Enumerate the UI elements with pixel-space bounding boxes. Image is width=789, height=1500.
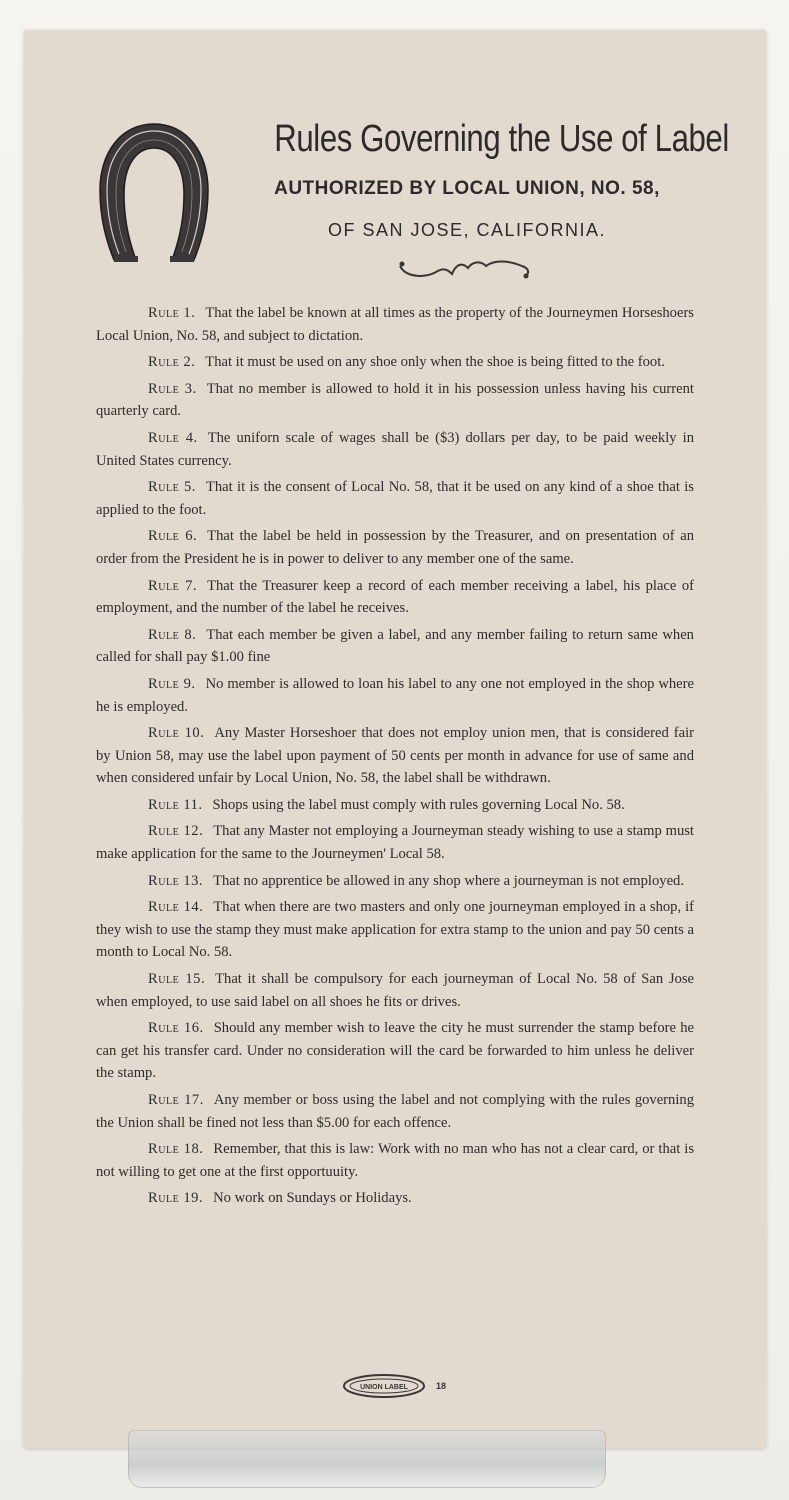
rule-text: Should any member wish to leave the city he must surrender the stamp before he can get his transfer card. Under no consideration will the card be forwarded to him unless he deliver the stamp. (96, 1020, 694, 1082)
rule-label: Rule 15. (148, 971, 206, 988)
rule-text: That no member is allowed to hold it in his possession unless having his current quarterly card. (96, 380, 694, 420)
rule-label: Rule 11. (148, 796, 203, 813)
rule-label: Rule 10. (148, 725, 205, 742)
rule-label: Rule 9. (148, 675, 196, 692)
rule-label: Rule 19. (148, 1190, 204, 1207)
rule-item (96, 1138, 694, 1183)
rule-text: That it shall be compulsory for each journeyman of Local No. 58 of San Jose when employed, to use said label on all shoes he fits or drives. (96, 971, 694, 1010)
rule-label: Rule 16. (148, 1020, 204, 1037)
rule-text: Any member or boss using the label and not complying with the rules governing the Union shall be fined not less than $5.00 for each offence. (96, 1092, 694, 1131)
rule-text: That the Treasurer keep a record of each member receiving a label, his place of employment, and the number of the label he receives. (96, 577, 694, 617)
rule-label: Rule 7. (148, 577, 198, 594)
rule-text: That the label be held in possession by the Treasurer, and on presentation of an order from the President he is in power to deliver to any member one of the same. (96, 528, 694, 567)
display-stand (128, 1430, 606, 1488)
horseshoe-icon (92, 118, 216, 268)
rule-item (96, 870, 694, 893)
rule-item (96, 476, 694, 521)
rule-text: The uniforn scale of wages shall be ($3) dollars per day, to be paid weekly in United States currency. (96, 429, 694, 469)
union-label-seal (338, 1372, 458, 1400)
rule-text: Any Master Horseshoer that does not employ union men, that is considered fair by Union 58, may use the label upon payment of 50 cents per month in advance for use of same and when considered unfair by Local Union, No. 58, the label shall be withdrawn. (96, 725, 694, 787)
rule-label: Rule 6. (148, 528, 198, 545)
rule-item (96, 820, 694, 865)
rule-text: That no apprentice be allowed in any shop where a journeyman is not employed. (213, 872, 684, 889)
rule-item (96, 968, 694, 1013)
rule-text: That it is the consent of Local No. 58, that it be used on any kind of a shoe that is applied to the foot. (96, 479, 694, 518)
rule-label: Rule 12. (148, 823, 204, 840)
rule-label: Rule 2. (148, 354, 196, 371)
rule-text: No member is allowed to loan his label to any one not employed in the shop where he is employed. (96, 675, 694, 715)
rule-text: That each member be given a label, and any member failing to return same when called for shall pay $1.00 fine (96, 626, 694, 666)
rule-item (96, 525, 694, 570)
rule-label: Rule 18. (148, 1141, 204, 1158)
rule-item (96, 896, 694, 964)
rule-label: Rule 17. (148, 1092, 204, 1108)
rule-label: Rule 14. (148, 899, 204, 916)
rule-item (96, 1187, 694, 1210)
rule-text: That the label be known at all times as the property of the Journeymen Horseshoers Local Union, No. 58, and subject to dictation. (96, 305, 694, 344)
rule-item (96, 575, 694, 620)
rules-list (96, 302, 694, 1214)
union-label-number: 18 (436, 1381, 447, 1391)
rule-text: That when there are two masters and only one journeyman employed in a shop, if they wish to use the stamp they must make application for extra stamp to the union and pay 50 cents a month to Local No. 58. (96, 899, 694, 961)
rule-item (96, 1089, 694, 1134)
rule-text: Remember, that this is law: Work with no man who has not a clear card, or that is not willing to get one at the first opportuuity. (96, 1141, 694, 1180)
rule-item (96, 1017, 694, 1085)
document-title: Rules Governing the Use of Label (274, 118, 729, 160)
rule-label: Rule 8. (148, 626, 197, 643)
document-location: OF SAN JOSE, CALIFORNIA. (327, 220, 607, 240)
rule-item (96, 378, 694, 423)
rule-text: That it must be used on any shoe only when the shoe is being fitted to the foot. (205, 354, 665, 371)
union-label-text: UNION LABEL (360, 1384, 408, 1391)
rule-text: No work on Sundays or Holidays. (213, 1190, 412, 1207)
rule-label: Rule 1. (148, 305, 196, 321)
rule-label: Rule 13. (148, 872, 204, 889)
rule-label: Rule 3. (148, 380, 197, 397)
rule-item (96, 673, 694, 718)
rule-item (96, 302, 694, 347)
rule-item (96, 794, 694, 817)
flourish-ornament (396, 256, 536, 286)
rule-text: Shops using the label must comply with rules governing Local No. 58. (212, 796, 625, 813)
rule-label: Rule 5. (148, 479, 196, 496)
rule-item (96, 427, 694, 472)
rule-label: Rule 4. (148, 429, 198, 446)
document-subtitle: AUTHORIZED BY LOCAL UNION, NO. 58, (274, 178, 660, 199)
rule-item (96, 624, 694, 669)
rule-text: That any Master not employing a Journeyman steady wishing to use a stamp must make application for the same to the Journeymen' Local 58. (96, 823, 694, 863)
rule-item (96, 351, 694, 374)
rule-item (96, 722, 694, 790)
